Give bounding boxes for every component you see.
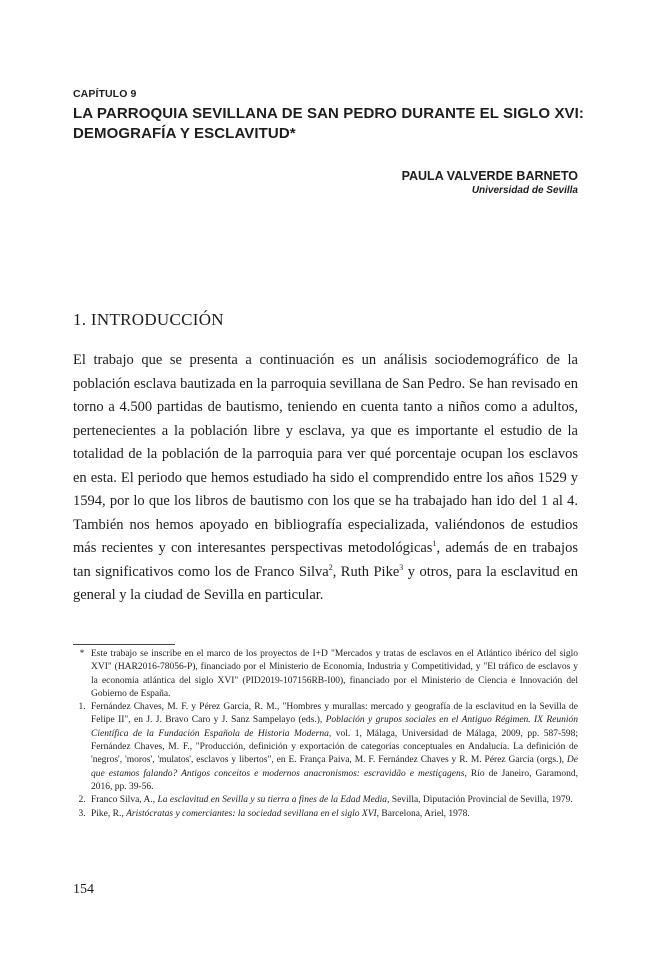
body-paragraph <box>73 349 578 608</box>
footnote-text-part: , Barcelona, Ariel, 1978. <box>376 808 470 819</box>
body-text-part-3: , Ruth Pike <box>332 563 400 580</box>
chapter-title <box>73 104 593 144</box>
footnote-star <box>73 648 578 701</box>
footnote-text-part: Pike, R., <box>91 808 127 819</box>
footnote-ref-1[interactable]: 1 <box>432 539 437 549</box>
footnote-text <box>91 701 578 794</box>
footnote-2 <box>73 794 578 807</box>
footnote-1 <box>73 701 578 794</box>
body-text-part-2: , además de en trabajos tan significativos como los de Franco Silva <box>73 540 578 580</box>
chapter-title-line-2: DEMOGRAFÍA Y ESCLAVITUD* <box>73 125 296 142</box>
body-text-part-1: El trabajo que se presenta a continuación es un análisis sociodemográfico de la población esclava bautizada en la parroquia sevillana de San Pedro. Se han revisado en torno a 4.500 partidas de bautismo, teniendo en cuenta tanto a niños como a adultos, pertenecientes a la población libre y esclava, ya que es importante el estudio de la totalidad de la población de la parroquia para ver qué porcentaje ocupan los esclavos en esta. El periodo que hemos estudiado ha sido el comprendido entre los años 1529 y 1594, por lo que los libros de bautismo con los que se ha trabajado han ido del 1 al 4. También nos hemos apoyado en bibliografía especializada, valiéndonos de estudios más recientes y con interesantes perspectivas metodológicas <box>73 352 578 556</box>
footnote-divider <box>73 644 175 645</box>
footnote-ref-2[interactable]: 2 <box>328 562 333 572</box>
footnote-ref-3[interactable]: 3 <box>399 562 404 572</box>
author-affiliation: Universidad de Sevilla <box>471 185 578 196</box>
footnote-title-italic: De que estamos falando? Antigos conceitos e modernos anacronismos: escravidão e mestiçagens <box>91 755 578 779</box>
author-name: PAULA VALVERDE BARNETO <box>401 169 578 183</box>
footnote-marker: 1. <box>78 702 86 713</box>
footnote-text-part: , Río de Janeiro, Garamond, 2016, pp. 39-56. <box>91 768 578 792</box>
page-number: 154 <box>73 882 94 897</box>
author-block <box>402 168 578 198</box>
section-heading: 1. INTRODUCCIÓN <box>73 310 224 329</box>
footnote-text <box>91 794 578 807</box>
footnote-title-italic: La esclavitud en Sevilla y su tierra a fines de la Edad Media <box>157 795 388 806</box>
footnote-title-italic: Población y grupos sociales en el Antiguo Régimen. IX Reunión Científica de la Fundación Española de Historia Moderna <box>91 715 578 739</box>
footnote-text-part: Franco Silva, A., <box>91 795 158 806</box>
footnote-marker: * <box>79 649 85 659</box>
footnote-text-part: Fernández Chaves, M. F. y Pérez García, R. M., "Hombres y murallas: mercado y geografía de la esclavitud en la Sevilla de Felipe II", en J. J. Bravo Caro y J. Sanz Sampelayo (eds.), <box>91 702 578 726</box>
chapter-label: CAPÍTULO 9 <box>73 88 137 100</box>
footnote-marker: 3. <box>78 808 86 819</box>
footnote-3 <box>73 808 578 821</box>
footnote-title-italic: Aristócratas y comerciantes: la sociedad sevillana en el siglo XVI <box>126 808 377 819</box>
chapter-title-line-1: LA PARROQUIA SEVILLANA DE SAN PEDRO DURANTE EL SIGLO XVI: <box>73 105 585 122</box>
footnotes <box>73 648 578 821</box>
body-text-part-4: y otros, para la esclavitud en general y la ciudad de Sevilla en particular. <box>73 563 578 603</box>
footnote-marker: 2. <box>78 795 86 806</box>
footnote-text-part: , vol. 1, Málaga, Universidad de Málaga, 2009, pp. 587-598; Fernández Chaves, M. F., "Producción, definición y exportación de categorías conceptuales en Andalucía. La definición de 'negros', 'moros', 'mulatos', esclavos y libertos", en E. França Paiva, M. F. Fernández Chaves y R. M. Pérez García (orgs.), <box>91 728 578 766</box>
footnote-text-part: , Sevilla, Diputación Provincial de Sevilla, 1979. <box>387 795 573 806</box>
footnote-text <box>91 808 578 821</box>
footnote-text: Este trabajo se inscribe en el marco de los proyectos de I+D "Mercados y tratas de esclavos en el Atlántico ibérico del siglo XVI" (HAR2016-78056-P), financiado por el Ministerio de Economía, Industria y Competitividad, y "El tráfico de esclavos y la economía atlántica del siglo XVI" (PID2019-107156RB-I00), financiado por el Ministerio de Ciencia e Innovación del Gobierno de España. <box>91 649 578 699</box>
